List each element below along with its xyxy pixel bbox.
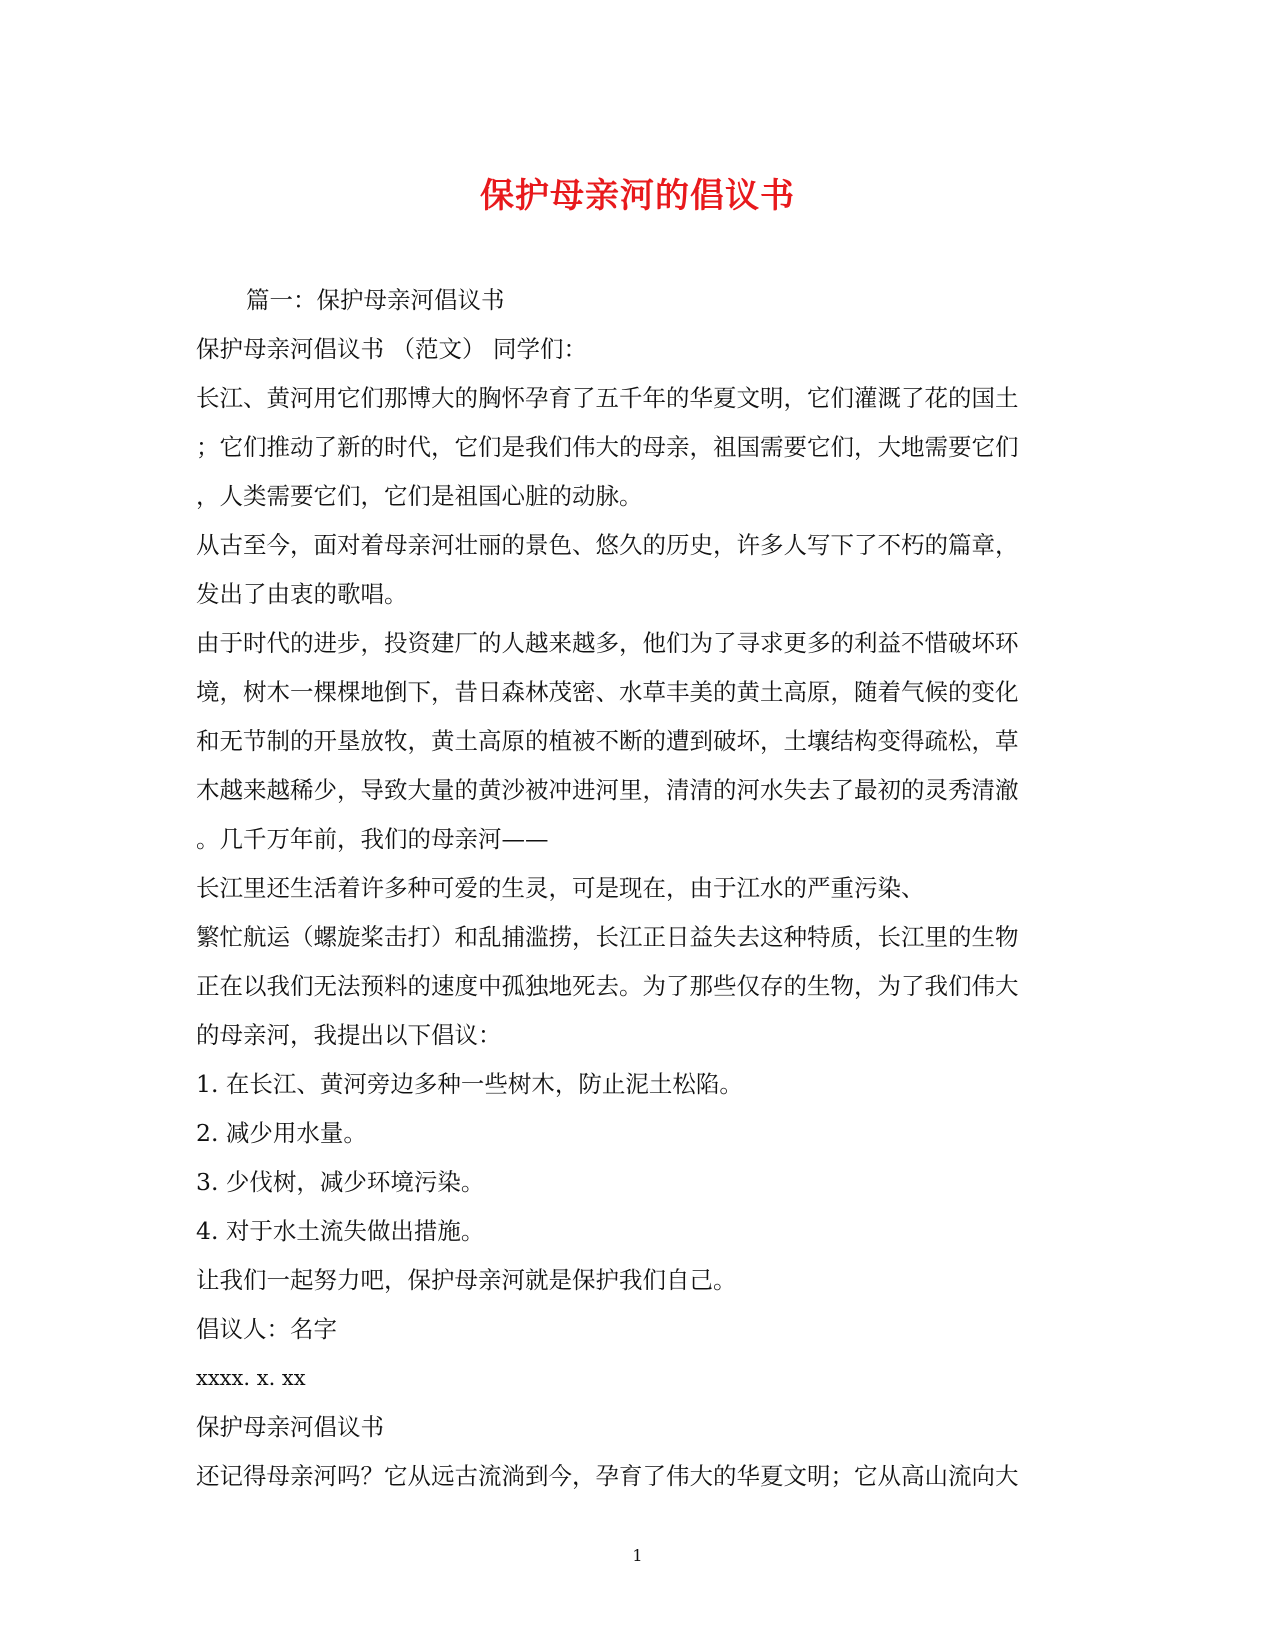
paragraph-line: 还记得母亲河吗？它从远古流淌到今，孕育了伟大的华夏文明；它从高山流向大 bbox=[196, 1462, 1019, 1490]
date-line: xxxx. x. xx bbox=[196, 1366, 306, 1390]
paragraph-line: 长江、黄河用它们那博大的胸怀孕育了五千年的华夏文明，它们灌溉了花的国土 bbox=[196, 384, 1019, 412]
paragraph-line: 木越来越稀少，导致大量的黄沙被冲进河里，清清的河水失去了最初的灵秀清澈 bbox=[196, 776, 1019, 804]
page-number: 1 bbox=[632, 1546, 643, 1565]
document-body bbox=[196, 276, 1076, 1501]
paragraph-line: 境，树木一棵棵地倒下，昔日森林茂密、水草丰美的黄土高原，随着气候的变化 bbox=[196, 678, 1019, 706]
list-item: 1. 在长江、黄河旁边多种一些树木，防止泥土松陷。 bbox=[196, 1070, 743, 1098]
paragraph-line: 正在以我们无法预料的速度中孤独地死去。为了那些仅存的生物，为了我们伟大 bbox=[196, 972, 1019, 1000]
signatory-line: 倡议人：名字 bbox=[196, 1315, 337, 1343]
paragraph-line: 的母亲河，我提出以下倡议： bbox=[196, 1021, 502, 1049]
list-item: 4. 对于水土流失做出措施。 bbox=[196, 1217, 485, 1245]
section-heading: 篇一：保护母亲河倡议书 bbox=[246, 286, 505, 314]
list-item: 2. 减少用水量。 bbox=[196, 1119, 367, 1147]
paragraph-line: 发出了由衷的歌唱。 bbox=[196, 580, 408, 608]
paragraph-line: 长江里还生活着许多种可爱的生灵，可是现在，由于江水的严重污染、 bbox=[196, 874, 925, 902]
paragraph-line: 从古至今，面对着母亲河壮丽的景色、悠久的历史，许多人写下了不朽的篇章， bbox=[196, 531, 1019, 559]
paragraph-line: 。几千万年前，我们的母亲河—— bbox=[196, 825, 549, 853]
paragraph-line: 让我们一起努力吧，保护母亲河就是保护我们自己。 bbox=[196, 1266, 737, 1294]
list-item: 3. 少伐树，减少环境污染。 bbox=[196, 1168, 485, 1196]
paragraph-line: ；它们推动了新的时代，它们是我们伟大的母亲，祖国需要它们，大地需要它们 bbox=[196, 433, 1019, 461]
document-title: 保护母亲河的倡议书 bbox=[480, 176, 795, 216]
paragraph-line: 由于时代的进步，投资建厂的人越来越多，他们为了寻求更多的利益不惜破坏环 bbox=[196, 629, 1019, 657]
paragraph-line: 繁忙航运（螺旋桨击打）和乱捕滥捞，长江正日益失去这种特质，长江里的生物 bbox=[196, 923, 1019, 951]
paragraph-line: ，人类需要它们，它们是祖国心脏的动脉。 bbox=[196, 482, 643, 510]
section-heading: 保护母亲河倡议书 bbox=[196, 1413, 384, 1441]
paragraph-line: 保护母亲河倡议书 （范文） 同学们： bbox=[196, 335, 587, 363]
paragraph-line: 和无节制的开垦放牧，黄土高原的植被不断的遭到破坏，土壤结构变得疏松，草 bbox=[196, 727, 1019, 755]
